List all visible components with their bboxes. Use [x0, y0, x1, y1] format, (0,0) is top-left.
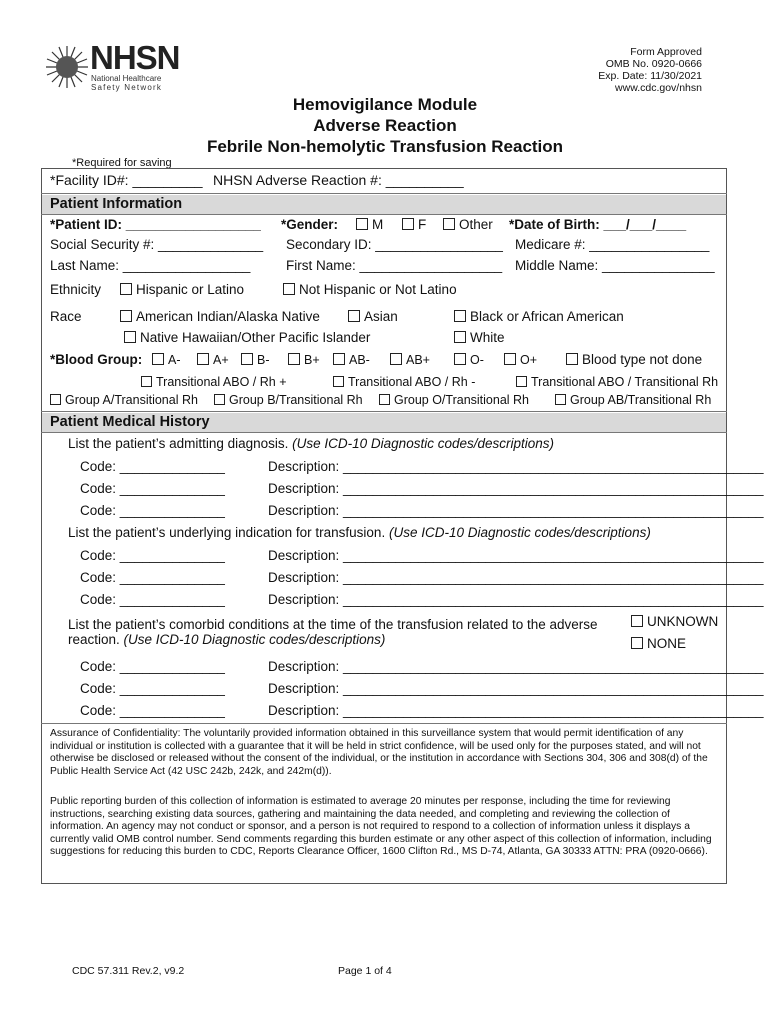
prompt-text: List the patient’s underlying indication for transfusion. [68, 525, 386, 540]
race-aian-label: American Indian/Alaska Native [136, 309, 320, 324]
indication-code-2[interactable]: Code: ______________ [80, 570, 225, 585]
prompt-text: List the patient’s admitting diagnosis. [68, 436, 289, 451]
indication-description-2[interactable]: Description: ________________________________________________________ [268, 570, 764, 585]
transitional-label: Transitional ABO / Transitional Rh [531, 375, 719, 389]
checkbox-icon[interactable] [120, 310, 132, 322]
checkbox-icon[interactable] [504, 353, 516, 365]
divider [41, 214, 727, 215]
race-nhpi-option[interactable] [124, 330, 370, 346]
checkbox-icon[interactable] [333, 376, 344, 387]
form-title-block [0, 94, 770, 157]
reaction-title: Adverse Reaction [313, 116, 457, 135]
comorbid-code-3[interactable]: Code: ______________ [80, 703, 225, 718]
ethnicity-not-hispanic-label: Not Hispanic or Not Latino [299, 282, 457, 297]
admitting-diagnosis-prompt [68, 436, 554, 452]
checkbox-icon[interactable] [631, 637, 643, 649]
admitting-description-3[interactable]: Description: ________________________________________________________ [268, 503, 764, 518]
transitional-abo-rh-option[interactable] [516, 374, 718, 390]
checkbox-icon[interactable] [197, 353, 209, 365]
blood-group-label: AB- [349, 353, 370, 367]
checkbox-icon[interactable] [443, 218, 455, 230]
checkbox-icon[interactable] [402, 218, 414, 230]
form-id: CDC 57.311 Rev.2, v9.2 [72, 965, 185, 977]
admitting-code-1[interactable]: Code: ______________ [80, 459, 225, 474]
checkbox-icon[interactable] [124, 331, 136, 343]
checkbox-icon[interactable] [390, 353, 402, 365]
transitional-rh-pos-option[interactable] [141, 374, 287, 390]
group-transitional-label: Group A/Transitional Rh [65, 393, 198, 407]
checkbox-icon[interactable] [566, 353, 578, 365]
comorbid-prompt: List the patient’s comorbid conditions at the time of the transfusion related to the adverse [68, 617, 598, 632]
none-label: NONE [647, 636, 687, 651]
indication-code-1[interactable]: Code: ______________ [80, 548, 225, 563]
admitting-description-1[interactable]: Description: ________________________________________________________ [268, 459, 764, 474]
admitting-code-2[interactable]: Code: ______________ [80, 481, 225, 496]
ethnicity-hispanic-label: Hispanic or Latino [136, 282, 245, 297]
divider [41, 432, 727, 433]
last-name-field[interactable]: Last Name: _________________ [50, 258, 251, 273]
ssn-field[interactable]: Social Security #: ______________ [50, 237, 264, 252]
blood-group-label: B- [257, 353, 270, 367]
prompt-hint: (Use ICD-10 Diagnostic codes/descriptions) [388, 525, 651, 540]
ethnicity-not-hispanic-option[interactable] [283, 282, 457, 298]
blood-group-ab-neg-option[interactable] [333, 352, 370, 368]
medicare-field[interactable]: Medicare #: ________________ [515, 237, 710, 252]
group-transitional-label: Group B/Transitional Rh [229, 393, 363, 407]
indication-description-3[interactable]: Description: ________________________________________________________ [268, 592, 764, 607]
indication-description-1[interactable]: Description: ________________________________________________________ [268, 548, 764, 563]
checkbox-icon[interactable] [214, 394, 225, 405]
adverse-reaction-number-field[interactable]: NHSN Adverse Reaction #: __________ [213, 172, 464, 188]
date-of-birth-field[interactable]: *Date of Birth: ___/___/____ [509, 217, 687, 232]
comorbid-description-1[interactable]: Description: ________________________________________________________ [268, 659, 764, 674]
group-transitional-label: Group AB/Transitional Rh [570, 393, 712, 407]
race-white-label: White [470, 330, 505, 345]
divider [41, 411, 727, 412]
comorbid-description-2[interactable]: Description: ________________________________________________________ [268, 681, 764, 696]
gender-f-option[interactable] [402, 217, 426, 233]
race-asian-option[interactable] [348, 309, 398, 325]
transitional-label: Transitional ABO / Rh + [156, 375, 287, 389]
ethnicity-label: Ethnicity [50, 282, 102, 297]
checkbox-icon[interactable] [631, 615, 643, 627]
indication-code-3[interactable]: Code: ______________ [80, 592, 225, 607]
gender-other-option[interactable] [443, 217, 493, 233]
checkbox-icon[interactable] [555, 394, 566, 405]
logo-subtitle: Safety Network [91, 83, 163, 92]
omb-number: OMB No. 0920-0666 [605, 58, 702, 70]
website[interactable]: www.cdc.gov/nhsn [615, 82, 702, 94]
checkbox-icon[interactable] [454, 353, 466, 365]
logo-wordmark: NHSN [90, 39, 180, 76]
unknown-label: UNKNOWN [647, 614, 719, 629]
blood-group-o-pos-option[interactable] [504, 352, 537, 368]
comorbid-prompt-line2 [68, 632, 385, 648]
facility-id-field[interactable]: *Facility ID#: _________ [50, 172, 203, 188]
required-note: *Required for saving [72, 157, 172, 169]
blood-group-label: *Blood Group: [50, 352, 143, 367]
race-nhpi-label: Native Hawaiian/Other Pacific Islander [140, 330, 371, 345]
gender-label: *Gender: [281, 217, 339, 232]
checkbox-icon[interactable] [454, 310, 466, 322]
checkbox-icon[interactable] [516, 376, 527, 387]
comorbid-none-option[interactable] [631, 636, 686, 652]
patient-id-field[interactable]: *Patient ID: __________________ [50, 217, 261, 232]
checkbox-icon[interactable] [348, 310, 360, 322]
checkbox-icon[interactable] [141, 376, 152, 387]
race-black-option[interactable] [454, 309, 624, 325]
comorbid-code-2[interactable]: Code: ______________ [80, 681, 225, 696]
blood-group-label: O- [470, 353, 484, 367]
expiry-date: Exp. Date: 11/30/2021 [598, 70, 702, 82]
blood-group-a-pos-option[interactable] [197, 352, 229, 368]
confidentiality-statement: Assurance of Confidentiality: The voluntarily provided information obtained in this surveillance system that would permit identification of any individual or institution is collected with a guarantee that it will be held in strict confidence, will be used only for the purposes stated, and will not otherwise be disclosed or released without the consent of the individual, or the institution in accordance with Sections 304, 306 and 308(d) of the Public Health Service Act (42 USC 242b, 242k, and 242m(d)). [50, 728, 708, 777]
admitting-description-2[interactable]: Description: ________________________________________________________ [268, 481, 764, 496]
checkbox-icon[interactable] [120, 283, 132, 295]
checkbox-icon[interactable] [356, 218, 368, 230]
module-title: Hemovigilance Module [292, 95, 478, 114]
form-approved: Form Approved [630, 46, 702, 58]
blood-group-label: B+ [304, 353, 320, 367]
transitional-label: Transitional ABO / Rh - [348, 375, 476, 389]
comorbid-unknown-option[interactable] [631, 614, 718, 630]
page-number: Page 1 of 4 [338, 965, 392, 977]
blood-group-label: AB+ [406, 353, 430, 367]
medical-history-heading: Patient Medical History [42, 413, 726, 432]
gender-m-option[interactable] [356, 217, 383, 233]
checkbox-icon[interactable] [283, 283, 295, 295]
comorbid-code-1[interactable]: Code: ______________ [80, 659, 225, 674]
patient-info-heading: Patient Information [42, 195, 726, 214]
form-subtitle: Febrile Non-hemolytic Transfusion Reaction [206, 137, 564, 156]
checkbox-icon[interactable] [288, 353, 300, 365]
race-asian-label: Asian [364, 309, 398, 324]
race-white-option[interactable] [454, 330, 505, 346]
group-b-transitional-option[interactable] [214, 392, 363, 408]
checkbox-icon[interactable] [379, 394, 390, 405]
checkbox-icon[interactable] [50, 394, 61, 405]
ethnicity-hispanic-option[interactable] [120, 282, 244, 298]
omb-block [598, 46, 702, 94]
checkbox-icon[interactable] [152, 353, 164, 365]
group-ab-transitional-option[interactable] [555, 392, 711, 408]
blood-group-b-pos-option[interactable] [288, 352, 320, 368]
blood-type-not-done-label: Blood type not done [582, 352, 703, 367]
middle-name-field[interactable]: Middle Name: _______________ [515, 258, 715, 273]
prompt-hint: (Use ICD-10 Diagnostic codes/descriptions) [292, 436, 555, 451]
divider [41, 193, 727, 194]
burden-statement: Public reporting burden of this collection of information is estimated to average 20 minutes per response, including the time for reviewing instructions, searching existing data sources, gathering and maintaining the data needed, and completing and reviewing the collection of information. An agency may not conduct or sponsor, and a person is not required to respond to a collection of information unless it displays a currently valid OMB control number. Send comments regarding this burden estimate or any other aspect of this collection of information, including suggestions for reducing this burden to CDC, Reports Clearance Officer, 1600 Clifton Rd., MS D-74, Atlanta, GA 30333 ATTN: PRA (0920-0666). [50, 796, 712, 857]
blood-group-ab-pos-option[interactable] [390, 352, 430, 368]
blood-group-label: O+ [520, 353, 538, 367]
divider [41, 723, 727, 724]
group-transitional-label: Group O/Transitional Rh [394, 393, 530, 407]
prompt-hint: (Use ICD-10 Diagnostic codes/descriptions) [123, 632, 386, 647]
admitting-code-3[interactable]: Code: ______________ [80, 503, 225, 518]
race-black-label: Black or African American [470, 309, 624, 324]
secondary-id-field[interactable]: Secondary ID: _________________ [286, 237, 503, 252]
logo-subtitle: National Healthcare [91, 74, 162, 83]
gender-m-label: M [372, 217, 384, 232]
blood-group-b-neg-option[interactable] [241, 352, 270, 368]
checkbox-icon[interactable] [454, 331, 466, 343]
race-aian-option[interactable] [120, 309, 320, 325]
checkbox-icon[interactable] [333, 353, 345, 365]
indication-prompt [68, 525, 651, 541]
nhsn-starburst-icon [44, 44, 90, 90]
blood-type-not-done-option[interactable] [566, 352, 702, 368]
blood-group-a-neg-option[interactable] [152, 352, 181, 368]
gender-f-label: F [418, 217, 427, 232]
prompt-text: reaction. [68, 632, 120, 647]
first-name-field[interactable]: First Name: ___________________ [286, 258, 503, 273]
checkbox-icon[interactable] [241, 353, 253, 365]
blood-group-label: A+ [213, 353, 229, 367]
transitional-rh-neg-option[interactable] [333, 374, 475, 390]
group-o-transitional-option[interactable] [379, 392, 529, 408]
nhsn-logo [44, 39, 180, 94]
blood-group-label: A- [168, 353, 181, 367]
gender-other-label: Other [459, 217, 493, 232]
race-label: Race [50, 309, 82, 324]
blood-group-o-neg-option[interactable] [454, 352, 484, 368]
comorbid-description-3[interactable]: Description: ________________________________________________________ [268, 703, 764, 718]
group-a-transitional-option[interactable] [50, 392, 198, 408]
